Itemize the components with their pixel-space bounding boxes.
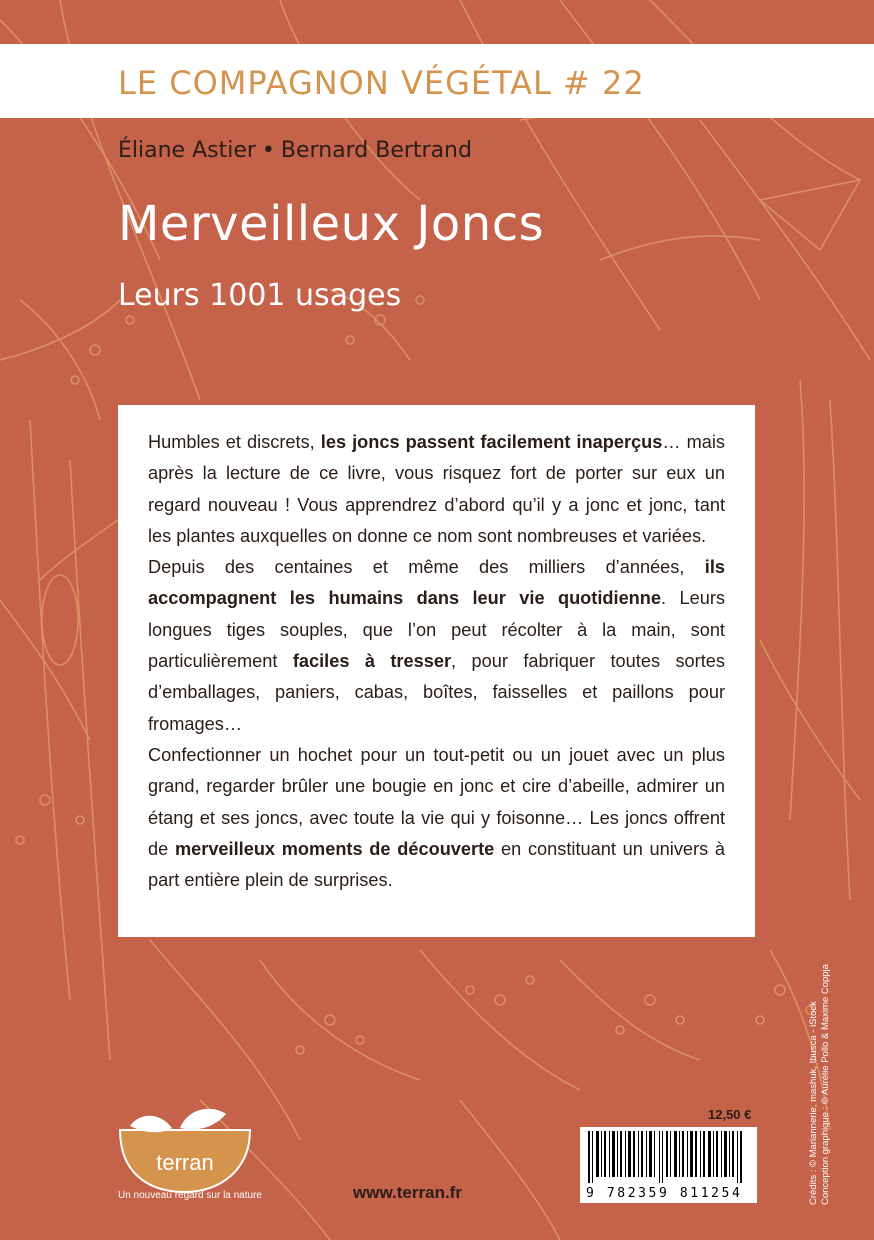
blurb-emphasis: faciles à tresser [292,651,452,672]
authors [118,138,472,163]
credits-line-1: Crédits : © Mariannerie, mashuk, Ibusca - iStock [808,1001,819,1205]
logo-leaf-icon [180,1109,226,1130]
blurb-emphasis: merveilleux moments de découverte [174,838,495,859]
blurb-paragraph-2 [148,552,725,740]
book-title: Merveilleux Joncs [118,196,545,252]
author-2: Bernard Bertrand [280,138,472,163]
blurb-paragraph-1 [148,427,725,552]
author-1: Éliane Astier [118,138,256,163]
blurb-text: en constituant un univers à part entière plein de surprises. [148,838,726,891]
blurb-text: Depuis des centaines et même des milliers d’années, [148,557,705,578]
series-title: LE COMPAGNON VÉGÉTAL # 22 [118,64,645,102]
blurb-text: . Leurs longues tiges souples, que l’on peut récolter à la main, sont particulièrement [148,588,725,672]
logo-text: terran [156,1150,214,1175]
blurb-text: Confectionner un hochet pour un tout-petit ou un jouet avec un plus grand, regarder brûler une bougie en jonc et cire d’abeille, admirer un étang et ses joncs, avec toute la vie qui y foisonne… Les joncs offrent de [148,744,725,859]
blurb-text: Humbles et discrets, [148,432,321,452]
terran-logo [110,1100,260,1200]
publisher-tagline: Un nouveau regard sur la nature [118,1190,262,1201]
credits-line-2: Conception graphique : © Aurélie Pollo & Maxime Coppja [820,964,831,1205]
isbn-barcode [580,1127,757,1203]
author-separator: • [261,138,275,163]
publisher-url[interactable]: www.terran.fr [353,1183,462,1202]
blurb-paragraph-3 [148,740,725,896]
blurb-emphasis: ils accompagnent les humains dans leur vie quotidienne [148,557,725,609]
blurb-emphasis: les joncs passent facilement inaperçus [320,432,663,452]
price: 12,50 € [708,1107,752,1122]
barcode-bars [580,1127,757,1183]
blurb-text: … mais après la lecture de ce livre, vous risquez fort de porter sur eux un regard nouveau ! Vous apprendrez d’abord qu’il y a jonc et jonc, tant les plantes auxquelles on donne ce nom sont nombreuses et variées. [148,432,725,546]
blurb-text: , pour fabriquer toutes sortes d’emballages, paniers, cabas, boîtes, faisselles et paillons pour fromages… [148,651,725,734]
isbn-number: 9 782359 811254 [586,1186,743,1201]
credits [808,964,832,1205]
blurb-box [118,405,755,937]
book-subtitle: Leurs 1001 usages [118,278,402,313]
